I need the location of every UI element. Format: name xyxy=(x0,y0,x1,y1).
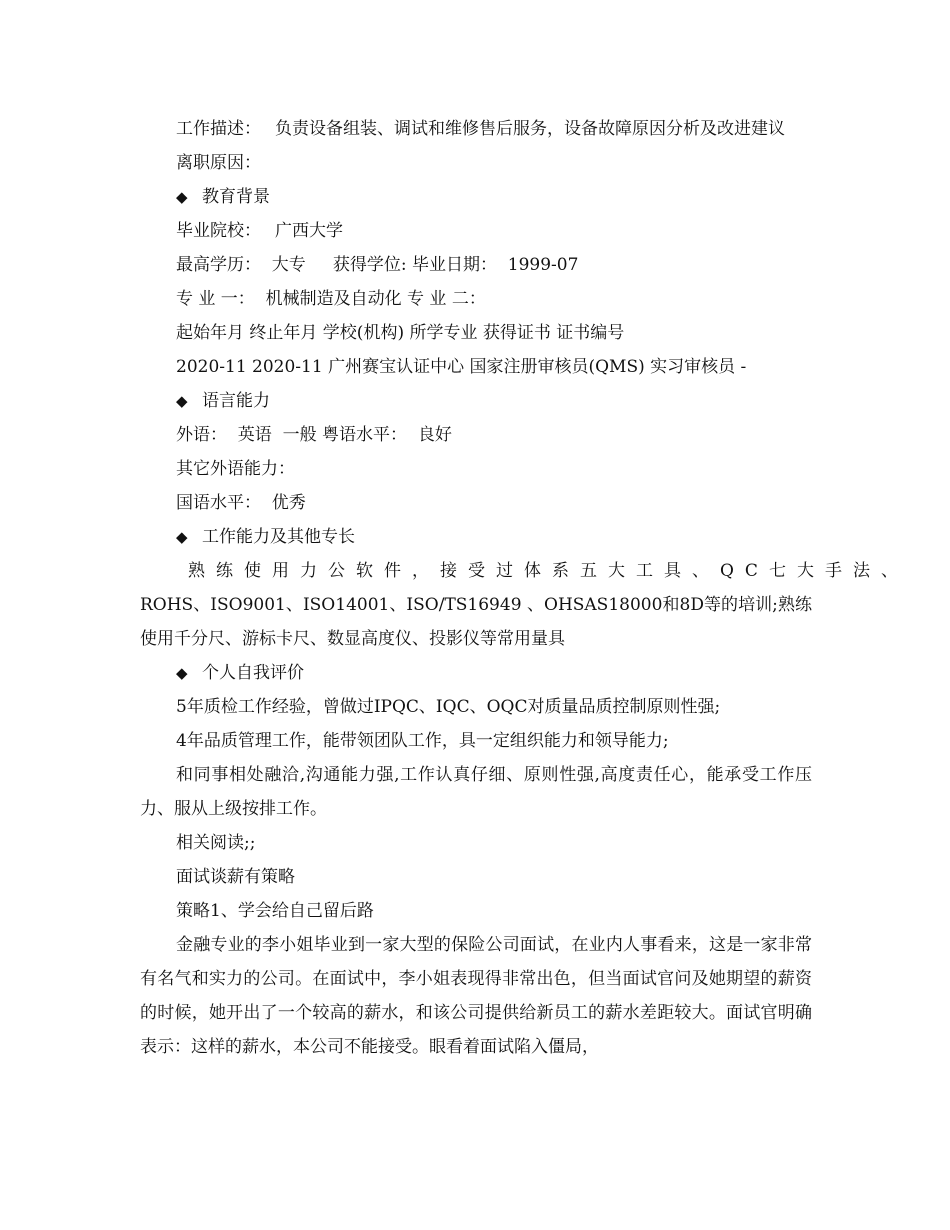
evaluation-item: 和同事相处融洽,沟通能力强,工作认真仔细、原则性强,高度责任心，能承受工作压力、服从上级按排工作。 xyxy=(140,765,812,819)
document-body xyxy=(140,112,909,1064)
skills-paragraph xyxy=(140,554,909,656)
major-line: 专 业 一： 机械制造及自动化 专 业 二： xyxy=(176,289,486,309)
skills-heading xyxy=(140,520,812,554)
education-heading-text: 教育背景 xyxy=(202,187,270,207)
evaluation-item: 4年品质管理工作，能带领团队工作，具一定组织能力和领导能力; xyxy=(176,731,669,751)
work-description-label: 工作描述： xyxy=(176,119,261,139)
school-value: 广西大学 xyxy=(275,221,343,241)
evaluation-heading xyxy=(140,656,812,690)
related-reading: 相关阅读;; xyxy=(176,833,256,853)
school-label: 毕业院校： xyxy=(176,221,261,241)
diamond-bullet-icon: ◆ xyxy=(176,664,188,682)
diamond-bullet-icon: ◆ xyxy=(176,188,188,206)
article-body: 金融专业的李小姐毕业到一家大型的保险公司面试，在业内人事看来，这是一家非常有名气和实力的公司。在面试中，李小姐表现得非常出色，但当面试官问及她期望的薪资的时候，她开出了一个较高的薪水，和该公司提供给新员工的薪水差距较大。面试官明确表示：这样的薪水，本公司不能接受。眼看着面试陷入僵局， xyxy=(140,935,812,1057)
skills-line-1: 熟练使用力公软件，接受过体系五大工具、QC七大手法、 xyxy=(188,561,909,581)
skills-heading-text: 工作能力及其他专长 xyxy=(202,527,355,547)
evaluation-heading-text: 个人自我评价 xyxy=(202,663,304,683)
article-title: 面试谈薪有策略 xyxy=(176,867,295,887)
mandarin-line: 国语水平： 优秀 xyxy=(176,493,306,513)
certificate-header: 起始年月 终止年月 学校(机构) 所学专业 获得证书 证书编号 xyxy=(176,323,625,343)
strategy-heading: 策略1、学会给自己留后路 xyxy=(176,901,374,921)
skills-line-rest: ROHS、ISO9001、ISO14001、ISO/TS16949 、OHSAS18000和8D等的培训;熟练使用千分尺、游标卡尺、数显高度仪、投影仪等常用量具 xyxy=(140,595,812,649)
work-description xyxy=(140,112,812,146)
other-language-line: 其它外语能力： xyxy=(176,459,295,479)
diamond-bullet-icon: ◆ xyxy=(176,528,188,546)
language-heading-text: 语言能力 xyxy=(202,391,270,411)
certificate-row: 2020-11 2020-11 广州赛宝认证中心 国家注册审核员(QMS) 实习审核员 - xyxy=(176,357,747,377)
evaluation-item: 5年质检工作经验，曾做过IPQC、IQC、OQC对质量品质控制原则性强; xyxy=(176,697,721,717)
foreign-language-line: 外语： 英语 一般 粤语水平： 良好 xyxy=(176,425,452,445)
leave-reason-label: 离职原因： xyxy=(176,153,261,173)
diamond-bullet-icon: ◆ xyxy=(176,392,188,410)
degree-line: 最高学历： 大专 获得学位: 毕业日期： 1999-07 xyxy=(176,255,579,275)
school-line xyxy=(140,214,812,248)
work-description-text: 负责设备组装、调试和维修售后服务，设备故障原因分析及改进建议 xyxy=(275,119,785,139)
language-heading xyxy=(140,384,812,418)
education-heading xyxy=(140,180,812,214)
